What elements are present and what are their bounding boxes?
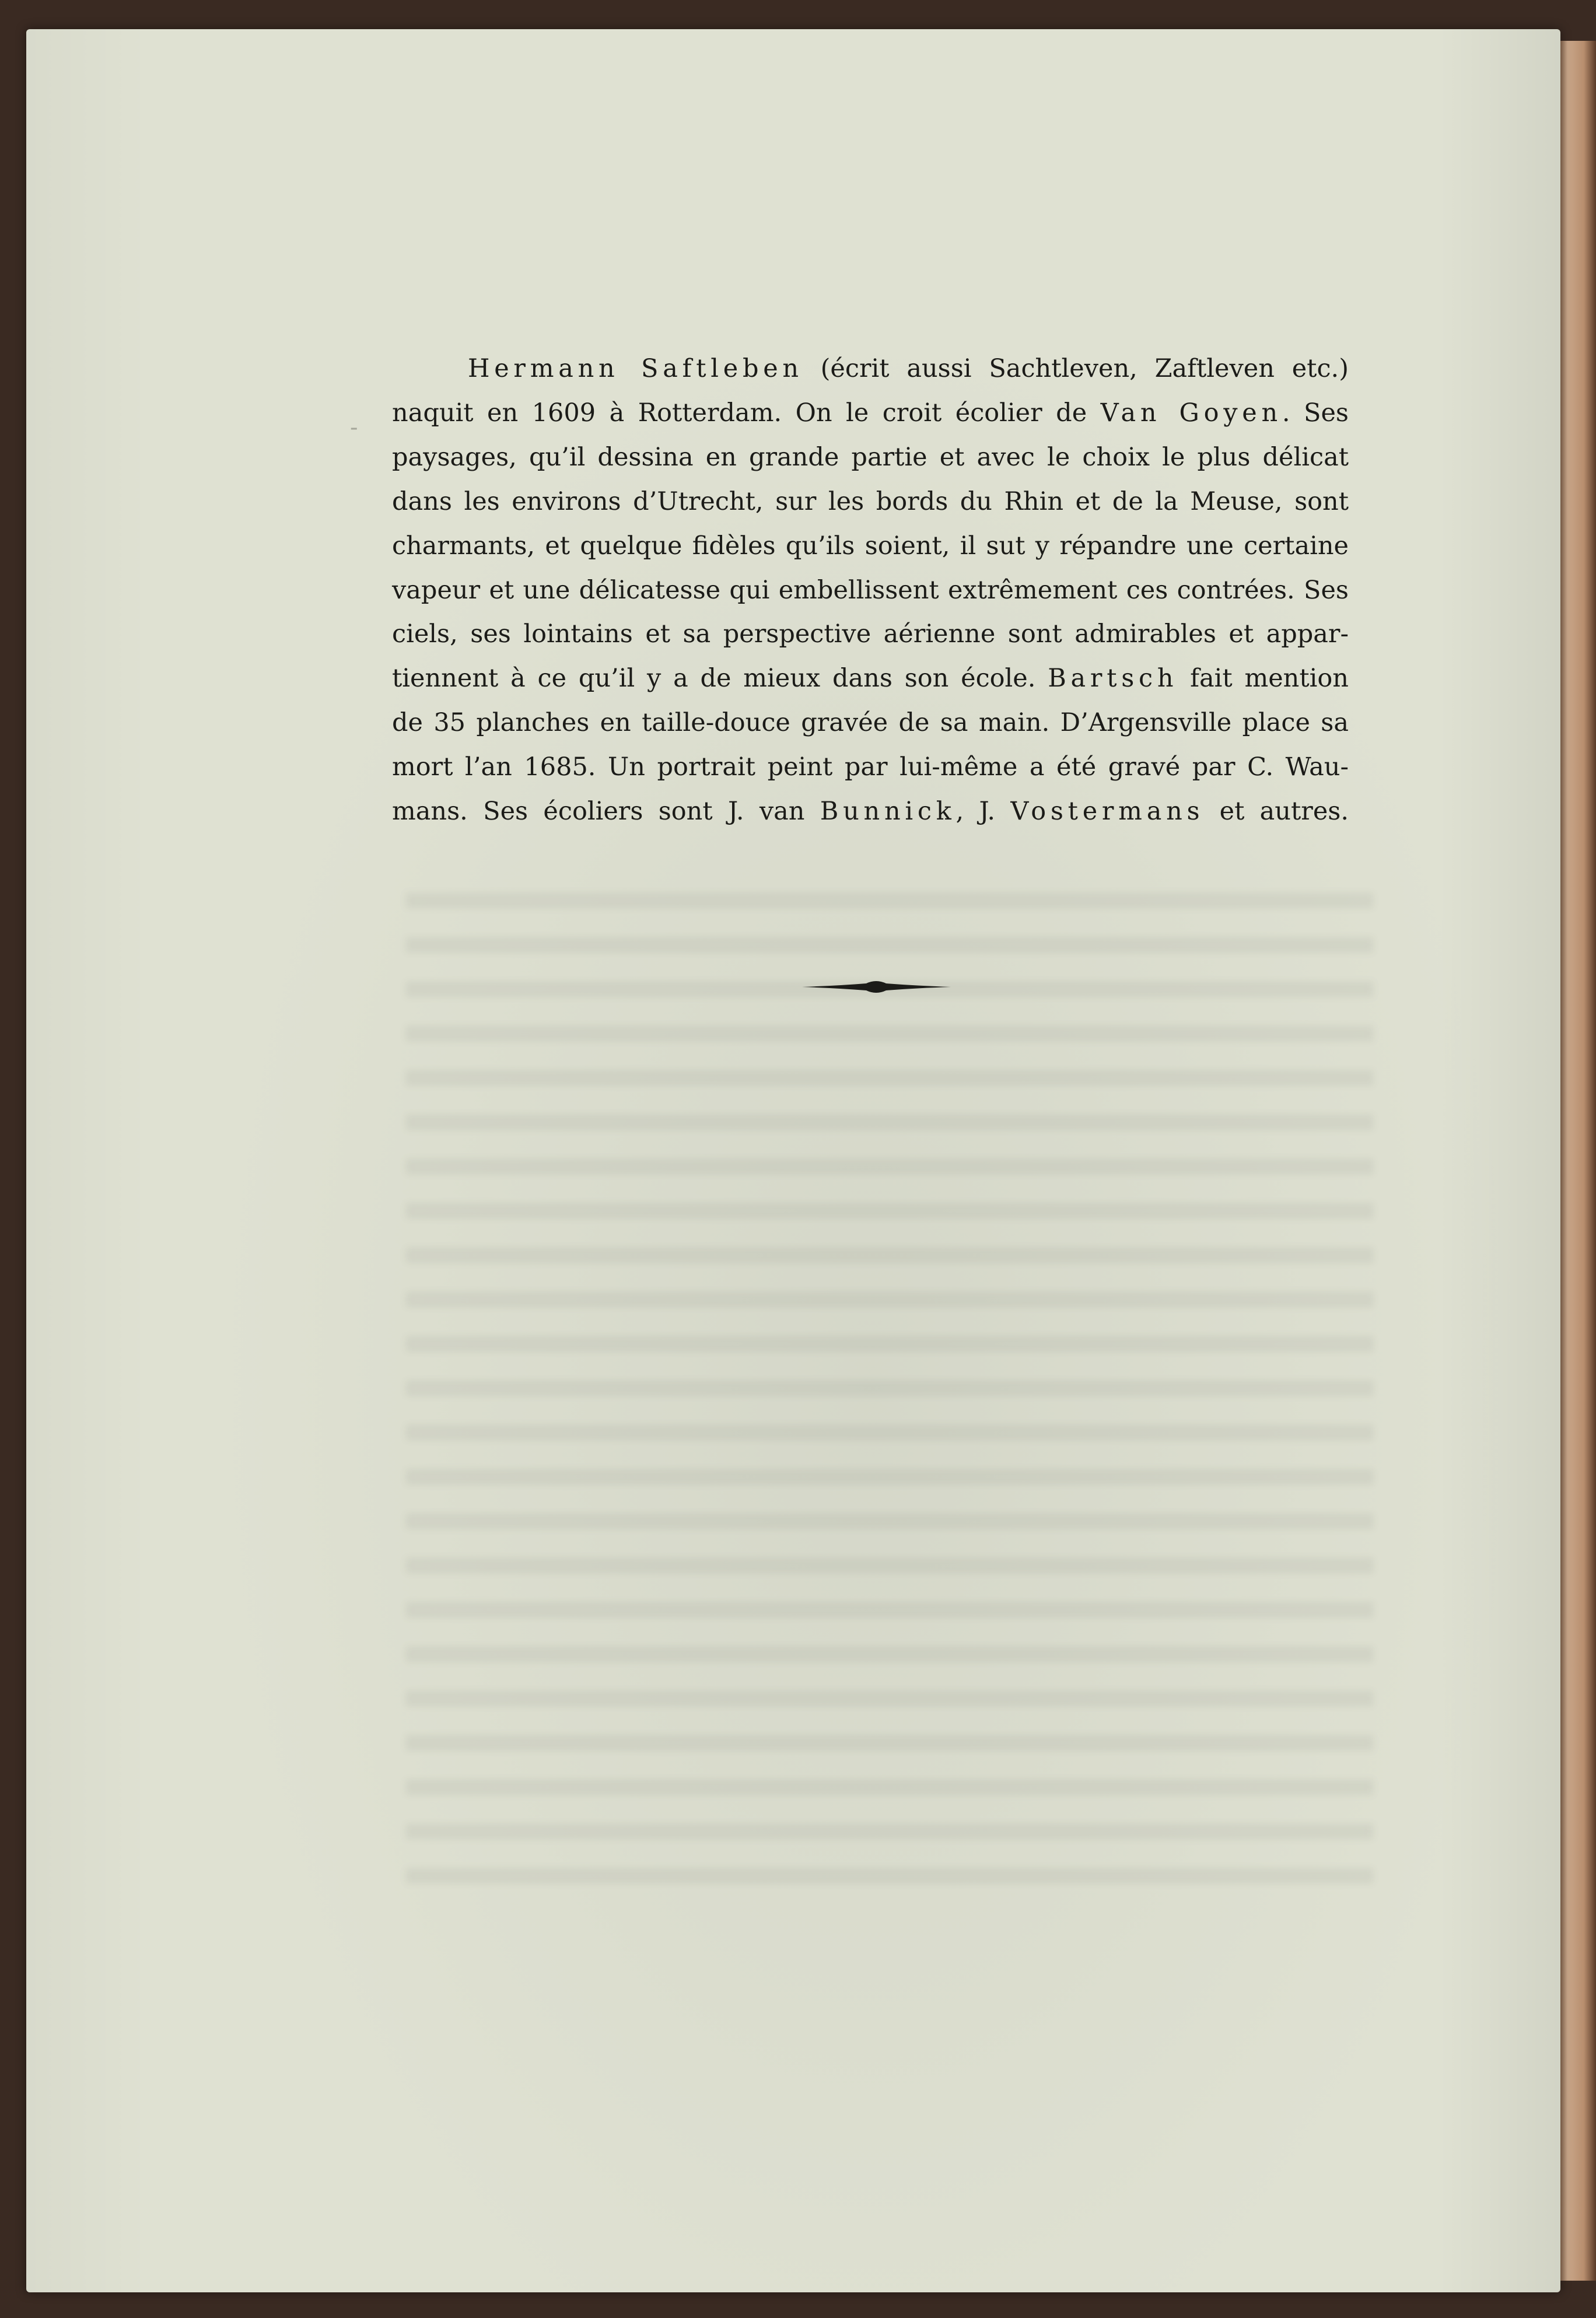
biography-paragraph <box>392 347 1349 834</box>
bartsch-name: Bartsch <box>1048 664 1178 694</box>
margin-speck: - <box>350 414 358 441</box>
book-fore-edge <box>1555 41 1596 2281</box>
paragraph-line-7: ciels, ses lointains et sa perspective aérienne sont admirables et appar- <box>392 619 1349 649</box>
paragraph-line-9: de 35 planches en taille-douce gravée de sa main. D’Argensville place sa <box>392 708 1349 738</box>
pupil-vostermans-name: Vostermans <box>1010 797 1205 827</box>
paragraph-line-8: tiennent à ce qu’il y a de mieux dans son école. Bartsch fait mention <box>392 664 1349 694</box>
show-through-text-from-reverse <box>405 892 1374 1884</box>
paragraph-line-6: vapeur et une délicatesse qui embellissent extrêmement ces contrées. Ses <box>392 575 1349 605</box>
tailpiece-ornament-icon <box>802 975 951 999</box>
paragraph-line-3: paysages, qu’il dessina en grande partie et avec le choix le plus délicat <box>392 442 1349 472</box>
pupil-bunnick-name: Bunnick <box>820 797 956 827</box>
teacher-name: Van Goyen <box>1100 398 1282 428</box>
paragraph-line-10: mort l’an 1685. Un portrait peint par lui-même a été gravé par C. Wau- <box>392 752 1349 782</box>
paragraph-line-11: mans. Ses écoliers sont J. van Bunnick, J. Vostermans et autres. <box>392 797 1349 827</box>
artist-name: Hermann Saftleben <box>468 354 803 383</box>
paragraph-line-5: charmants, et quelque fidèles qu’ils soient, il sut y répandre une certaine <box>392 531 1349 561</box>
paragraph-line-1: Hermann Saftleben (écrit aussi Sachtleven, Zaftleven etc.) <box>468 354 1349 383</box>
paragraph-line-4: dans les environs d’Utrecht, sur les bords du Rhin et de la Meuse, sont <box>392 486 1349 516</box>
paragraph-line-2: naquit en 1609 à Rotterdam. On le croit écolier de Van Goyen. Ses <box>392 398 1349 428</box>
